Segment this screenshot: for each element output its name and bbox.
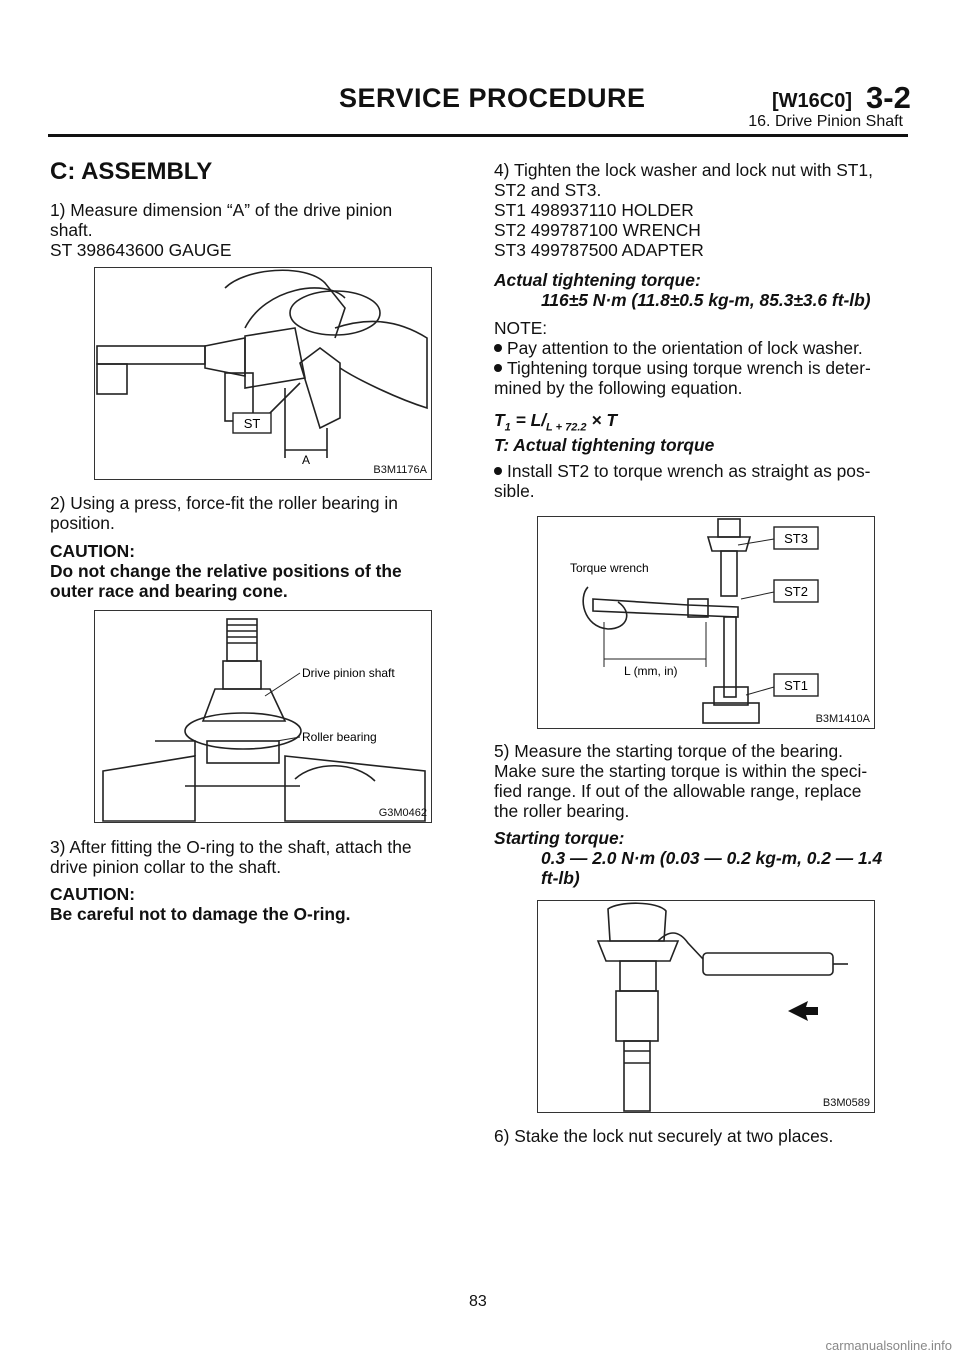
torque-label: Starting torque:	[494, 828, 625, 848]
note-bullet	[494, 338, 906, 358]
caution-label: CAUTION:	[50, 884, 136, 904]
dimension-a-label: A	[301, 453, 311, 467]
eq-times: × T	[586, 410, 617, 430]
step-4-line: ST2 and ST3.	[494, 180, 602, 200]
actual-torque-def: T: Actual tightening torque	[494, 435, 715, 455]
note-label: NOTE:	[494, 318, 548, 338]
torque-spec-2	[494, 828, 906, 888]
note-bullet-text: mined by the following equation.	[494, 378, 743, 398]
section-heading: C: ASSEMBLY	[50, 158, 213, 185]
bullet-text: sible.	[494, 481, 535, 501]
page-number: 83	[469, 1293, 487, 1310]
starting-torque-illustration	[538, 901, 874, 1112]
bullet-icon	[494, 344, 502, 352]
torque-wrench-label: Torque wrench	[570, 561, 649, 575]
caution-line: Be careful not to damage the O-ring.	[50, 904, 351, 924]
roller-bearing-label: Roller bearing	[302, 730, 377, 744]
caution-2	[50, 884, 462, 924]
step-5-line: the roller bearing.	[494, 801, 630, 821]
step-5-line: Make sure the starting torque is within the speci-	[494, 761, 868, 781]
figure-starting-torque	[537, 900, 875, 1113]
bullet-install	[494, 461, 906, 501]
step-5	[494, 741, 906, 821]
header-section: 3-2	[866, 80, 911, 115]
torque-value: 116±5 N·m (11.8±0.5 kg-m, 85.3±3.6 ft-lb)	[541, 290, 871, 310]
bullet-icon	[494, 364, 502, 372]
figure-roller-bearing	[94, 610, 432, 823]
bullet-text: Install ST2 to torque wrench as straight as pos-	[507, 461, 871, 481]
figure-caption: G3M0462	[378, 807, 427, 819]
step-4	[494, 160, 906, 260]
step-1-tool: ST 398643600 GAUGE	[50, 240, 232, 260]
header-title: SERVICE PROCEDURE	[339, 83, 646, 113]
note-bullet-text: Tightening torque using torque wrench is deter-	[507, 358, 871, 378]
bullet-icon	[494, 467, 502, 475]
watermark: carmanualsonline.info	[825, 1338, 952, 1353]
header-code: [W16C0]	[772, 90, 853, 112]
torque-value: 0.3 — 2.0 N·m (0.03 — 0.2 kg-m, 0.2 — 1.4	[541, 848, 883, 868]
tool-st3: ST3 499787500 ADAPTER	[494, 240, 704, 260]
wrench-illustration	[538, 517, 874, 728]
st-label: ST	[243, 416, 261, 431]
tool-st2: ST2 499787100 WRENCH	[494, 220, 701, 240]
figure-caption: B3M1410A	[815, 713, 870, 725]
length-label: L (mm, in)	[624, 664, 678, 678]
step-1-line: 1) Measure dimension “A” of the drive pinion	[50, 200, 393, 220]
tool-st1: ST1 498937110 HOLDER	[494, 200, 694, 220]
eq-t: T	[494, 410, 505, 430]
bearing-illustration	[95, 611, 431, 822]
torque-label: Actual tightening torque:	[494, 270, 701, 290]
caution-line: Do not change the relative positions of the	[50, 561, 402, 581]
figure-caption: B3M1176A	[373, 464, 427, 476]
figure-measure-dimension	[94, 267, 432, 480]
step-4-line: 4) Tighten the lock washer and lock nut with ST1,	[494, 160, 873, 180]
torque-spec-1	[494, 270, 906, 310]
header-rule	[48, 134, 908, 137]
step-1	[50, 200, 462, 260]
caution-line: outer race and bearing cone.	[50, 581, 288, 601]
step-5-line: 5) Measure the starting torque of the bearing.	[494, 741, 843, 761]
header-subtitle: 16. Drive Pinion Shaft	[748, 113, 903, 130]
step-2	[50, 493, 462, 533]
step-3	[50, 837, 462, 877]
st1-label: ST1	[784, 678, 808, 693]
st2-label: ST2	[784, 584, 808, 599]
caution-label: CAUTION:	[50, 541, 136, 561]
figure-caption: B3M0589	[822, 1097, 870, 1109]
eq-sub-2: L + 72.2	[546, 421, 587, 434]
step-3-line: drive pinion collar to the shaft.	[50, 857, 282, 877]
step-1-line: shaft.	[50, 220, 93, 240]
figure-torque-wrench	[537, 516, 875, 729]
step-2-line: position.	[50, 513, 115, 533]
step-6: 6) Stake the lock nut securely at two places.	[494, 1126, 834, 1146]
torque-value: ft-lb)	[541, 868, 580, 888]
eq-sub-1: 1	[504, 421, 511, 434]
torque-equation	[494, 410, 906, 437]
note-bullet-text: Pay attention to the orientation of lock washer.	[507, 338, 863, 358]
measure-illustration	[95, 268, 431, 479]
caution-1	[50, 541, 462, 601]
st3-label: ST3	[784, 531, 808, 546]
note-bullet	[494, 358, 906, 378]
note-block	[494, 318, 906, 398]
step-2-line: 2) Using a press, force-fit the roller bearing in	[50, 493, 398, 513]
eq-l: = L/	[510, 410, 547, 430]
step-3-line: 3) After fitting the O-ring to the shaft, attach the	[50, 837, 412, 857]
drive-pinion-shaft-label: Drive pinion shaft	[302, 666, 395, 680]
step-5-line: fied range. If out of the allowable range, replace	[494, 781, 862, 801]
